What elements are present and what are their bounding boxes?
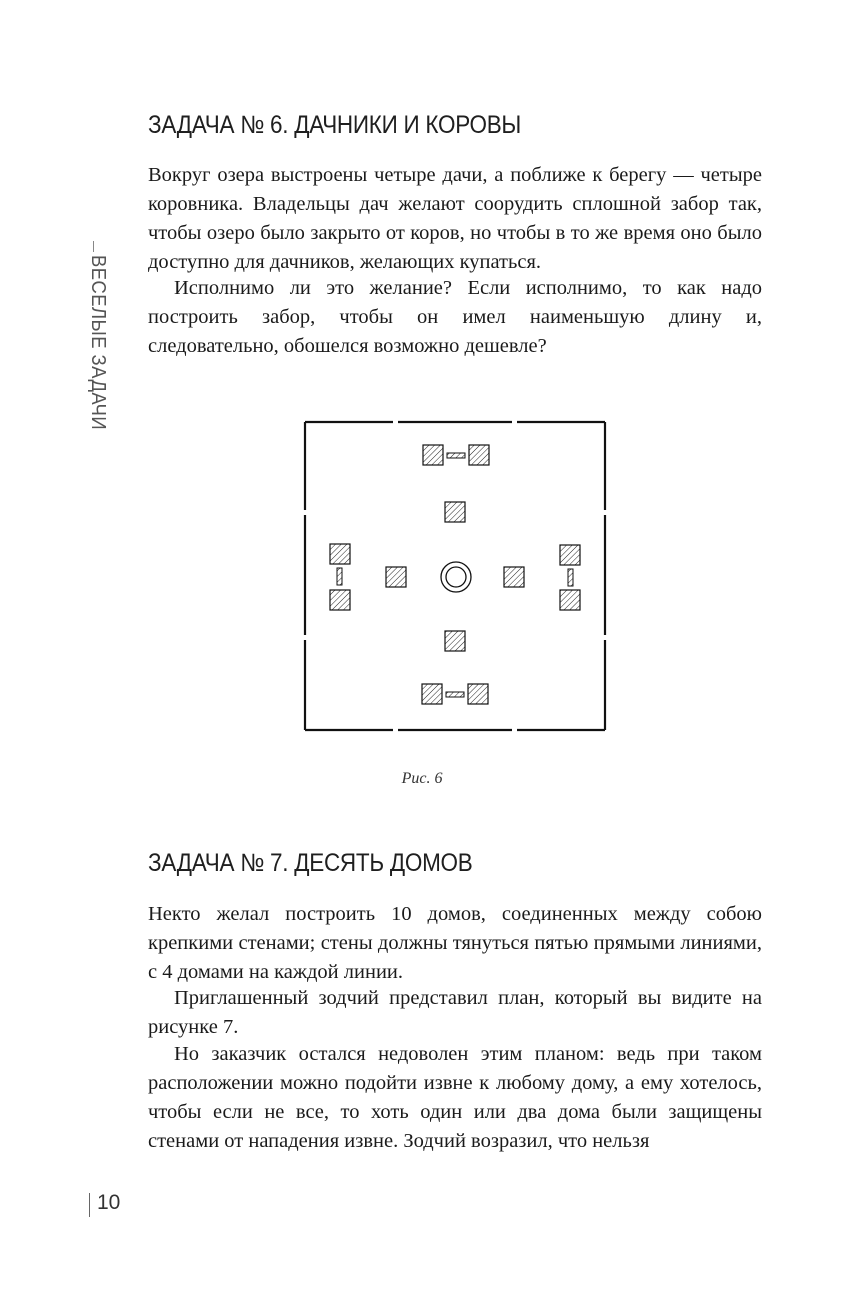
lake — [441, 562, 471, 592]
cowshed — [386, 567, 406, 587]
problem-6-paragraph-1: Вокруг озера выстроены четыре дачи, а поближе к берегу — четыре коровника. Владельцы дач желают соорудить сплошной забор так, чтобы озеро было закрыто от коров, но чтобы в то же время оно было доступно для дачников, желающих купаться. — [148, 164, 762, 273]
house — [560, 545, 580, 565]
house — [468, 684, 488, 704]
house — [560, 590, 580, 610]
page-number-rule — [89, 1193, 90, 1217]
cowshed — [445, 502, 465, 522]
problem-6-title: ЗАДАЧА № 6. ДАЧНИКИ И КОРОВЫ — [148, 111, 522, 139]
house — [423, 445, 443, 465]
house — [469, 445, 489, 465]
house — [330, 544, 350, 564]
problem-7-title: ЗАДАЧА № 7. ДЕСЯТЬ ДОМОВ — [148, 849, 473, 877]
houses — [330, 445, 580, 704]
house-passages — [337, 453, 573, 697]
problem-7-paragraph-3: Но заказчик остался недоволен этим планом: ведь при таком расположении можно подойти извне к любому дому, а ему хотелось, чтобы если не все, то хоть один или два дома были защищены стенами от нападения извне. Зодчий возразил, что нельзя — [148, 1043, 762, 1152]
problem-7-paragraph-1: Некто желал построить 10 домов, соединенных между собою крепкими стенами; стены должны тянуться пятью прямыми линиями, с 4 домами на каждой линии. — [148, 903, 762, 983]
figure-6-plan — [302, 419, 608, 733]
fence-outline — [305, 422, 605, 730]
cowshed — [445, 631, 465, 651]
running-head-rule — [93, 241, 94, 252]
cowshed — [504, 567, 524, 587]
page-number: 10 — [97, 1191, 121, 1214]
problem-6-paragraph-2: Исполнимо ли это желание? Если исполнимо, то как надо построить забор, чтобы он имел наименьшую длину и, следовательно, обошелся возможно дешевле? — [148, 277, 762, 357]
figure-6-caption: Рис. 6 — [401, 770, 443, 787]
house — [422, 684, 442, 704]
cowsheds — [386, 502, 524, 651]
house — [330, 590, 350, 610]
problem-7-paragraph-2: Приглашенный зодчий представил план, который вы видите на рисунке 7. — [148, 987, 762, 1038]
running-head: ВЕСЕЛЫЕ ЗАДАЧИ — [87, 255, 109, 431]
